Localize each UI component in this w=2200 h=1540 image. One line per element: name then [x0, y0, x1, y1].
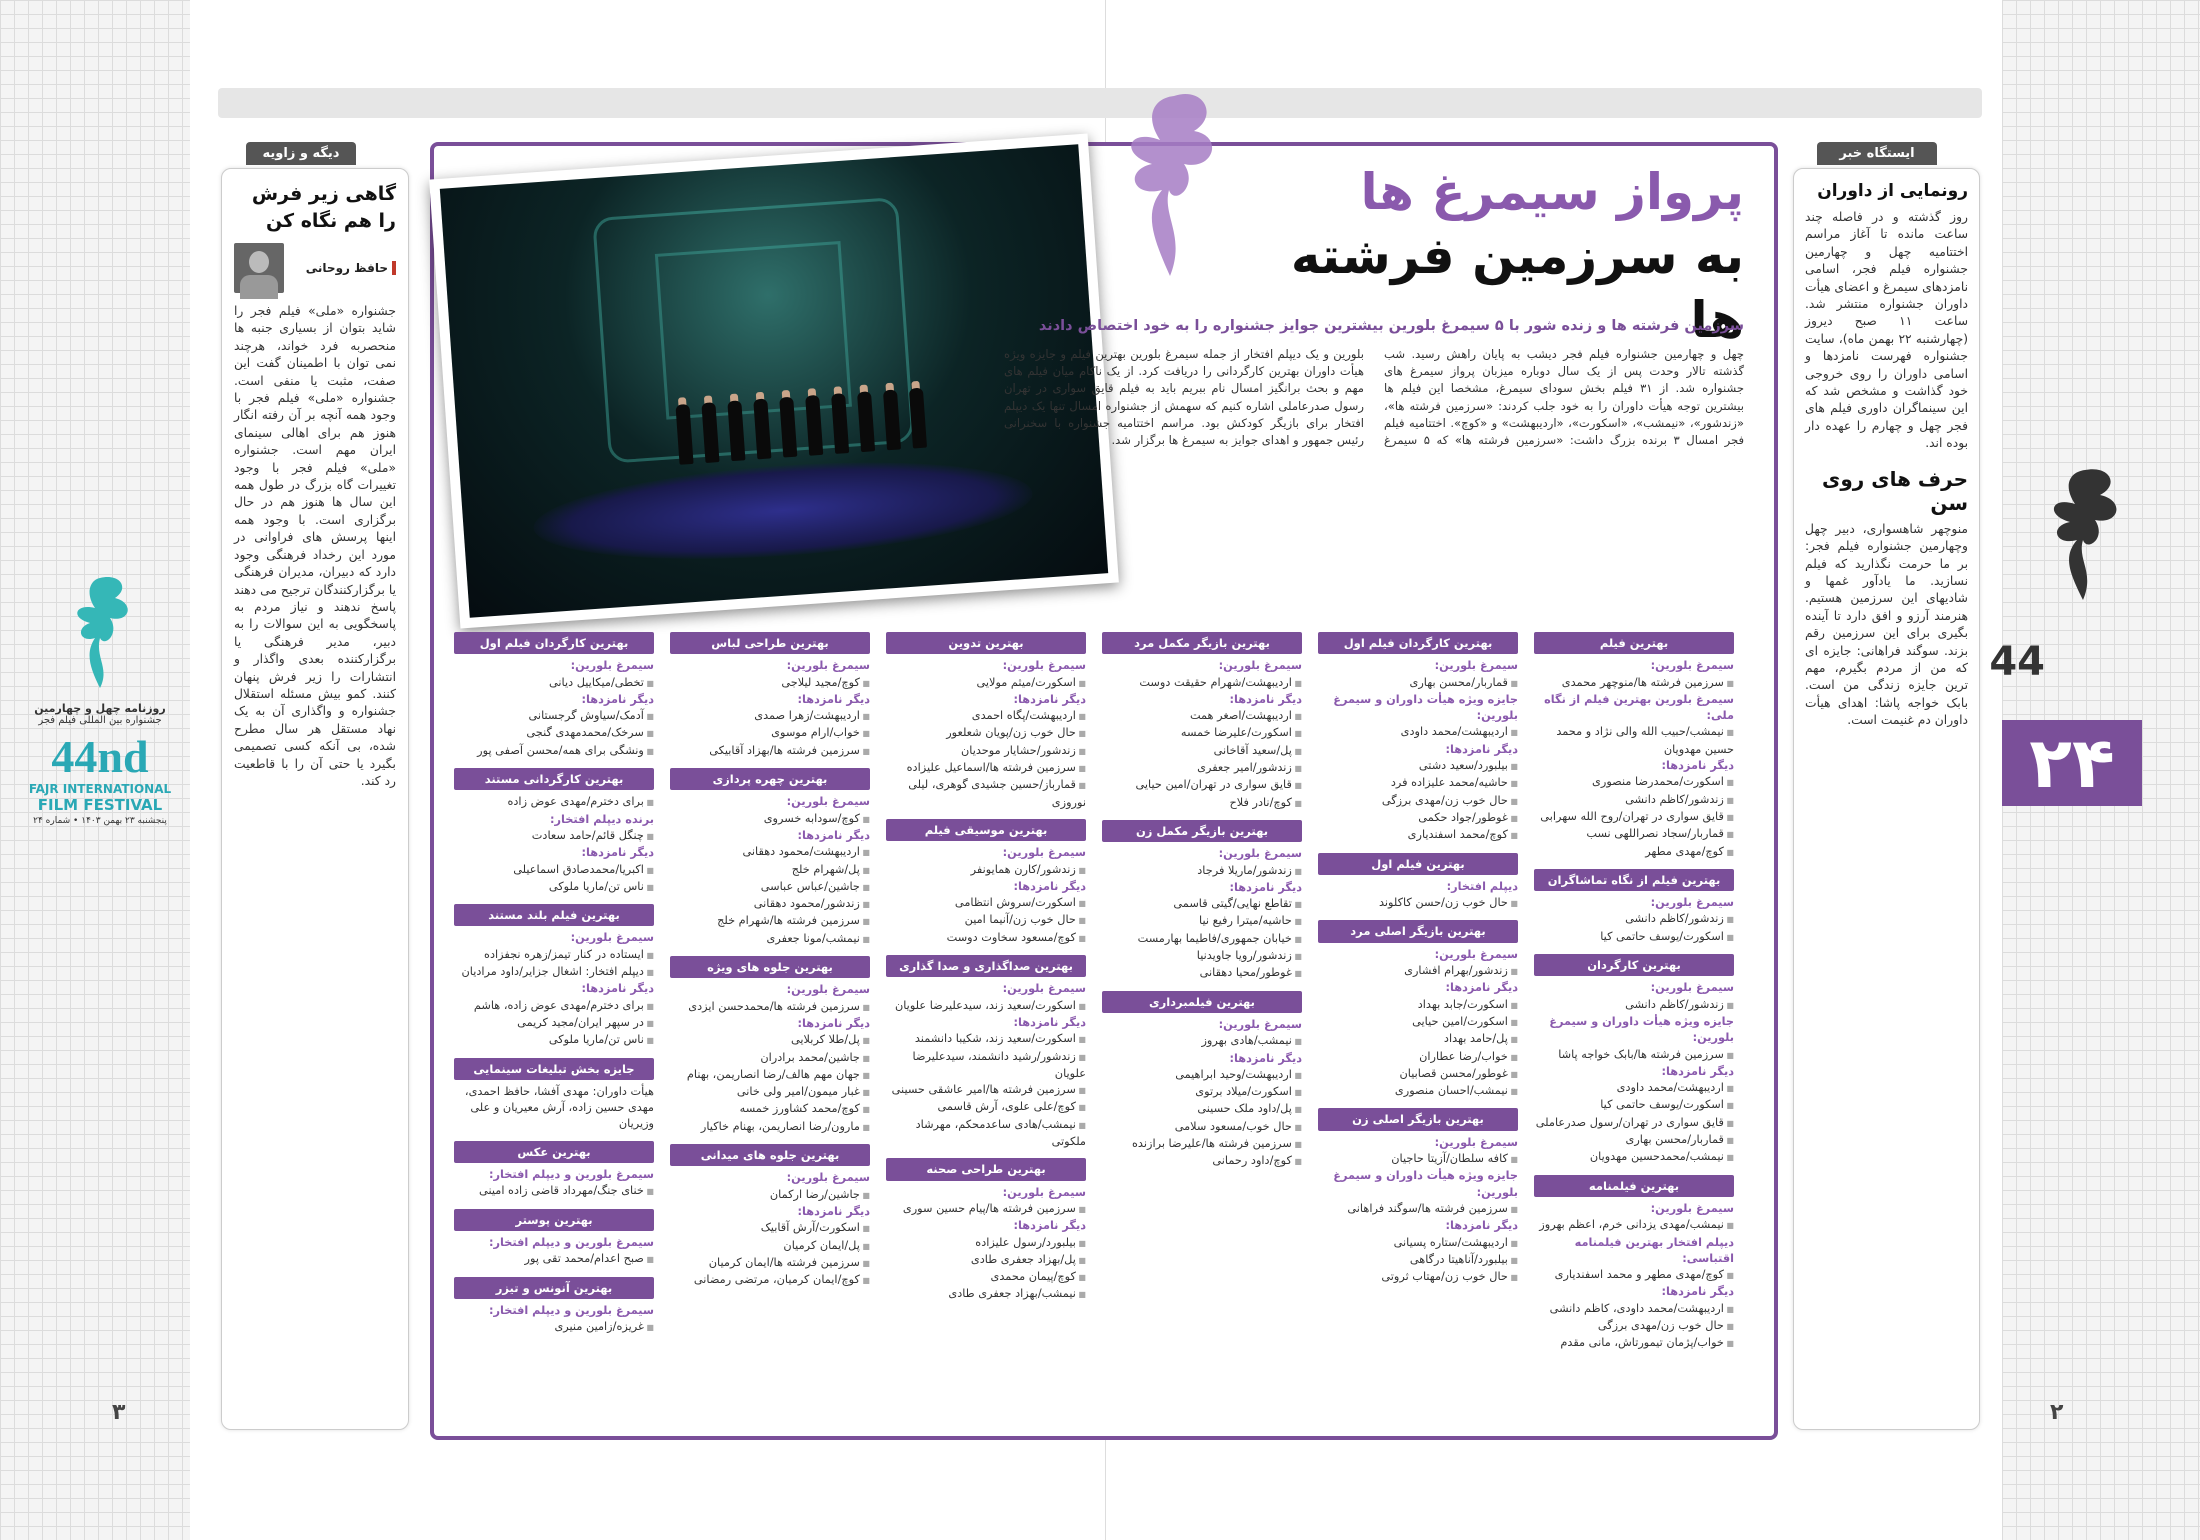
award-label: سیمرغ بلورین:	[1218, 847, 1302, 861]
award-label: سیمرغ بلورین:	[1002, 982, 1086, 996]
award-category-heading: بهترین چهره پردازی	[670, 768, 870, 790]
award-nominee: ■ کوچ/داود رحمانی	[1102, 1153, 1302, 1170]
award-label: سیمرغ بلورین:	[1434, 659, 1518, 673]
top-header-band	[218, 88, 1982, 118]
award-nominee: ■ اسکورت/یوسف حاتمی کیا	[1534, 1097, 1734, 1114]
left-column	[221, 168, 409, 1430]
award-nominee: ■ پل/بهزاد جعفری طادی	[886, 1252, 1086, 1269]
award-nominee: ■ تخطی/میکاییل دیانی	[454, 675, 654, 692]
award-label: دیگر نامزدها:	[581, 846, 654, 860]
award-category-heading: بهترین صداگذاری و صدا گذاری	[886, 955, 1086, 977]
page-number-left: ۳	[112, 1400, 126, 1425]
award-label: دیپلم افتخار:	[1446, 879, 1518, 893]
award-category-heading: بهترین کارگردان فیلم اول	[1318, 632, 1518, 654]
award-category	[670, 632, 870, 760]
right-sidebar-subhead: حرف های روی سن	[1822, 466, 1968, 515]
award-nominee: ■ حال خوب زن/مهدی برزگی	[1534, 1318, 1734, 1335]
award-nominee: ■ کوچ/سودابه خسروی	[670, 811, 870, 828]
award-label: سیمرغ بلورین:	[1650, 896, 1734, 910]
feature-title-line1: پرواز سیمرغ ها	[1360, 163, 1744, 221]
award-nominee: ■ خواب/پژمان تیمورتاش، مانی مقدم	[1534, 1335, 1734, 1352]
award-nominee: ■ زندشور/کارن همایونفر	[886, 862, 1086, 879]
award-nominee: ■ زندشور/رشید دانشمند، سیدعلیرضا علویان	[886, 1049, 1086, 1083]
award-nominee: ■ اسکورت/آرش آقابیک	[670, 1220, 870, 1237]
award-label: سیمرغ بلورین:	[570, 659, 654, 673]
award-nominee: ■ اردیبهشت/ستاره پسیانی	[1318, 1235, 1518, 1252]
award-label: دیگر نامزدها:	[1661, 1064, 1734, 1078]
award-label: سیمرغ بلورین:	[1650, 1201, 1734, 1215]
award-nominee: ■ خواب/ارام موسوی	[670, 725, 870, 742]
award-category	[1534, 1175, 1734, 1353]
award-label: سیمرغ بلورین و دیپلم افتخار:	[488, 1303, 654, 1317]
award-label: دیگر نامزدها:	[1445, 742, 1518, 756]
award-nominee: ■ نیمشب/هادی ساعدمحکم، مهرشاد ملکوتی	[886, 1117, 1086, 1151]
award-nominee: ■ غبار میمون/امیر ولی خانی	[670, 1084, 870, 1101]
award-label: سیمرغ بلورین:	[786, 983, 870, 997]
awards-column	[1318, 624, 1518, 1414]
award-category	[1534, 869, 1734, 946]
award-label: سیمرغ بلورین:	[786, 659, 870, 673]
award-category	[1318, 1108, 1518, 1286]
award-nominee: ■ اردیبهشت/محمد داودی	[1318, 724, 1518, 741]
award-label: سیمرغ بلورین:	[1002, 1185, 1086, 1199]
award-category-heading: بهترین فیلم بلند مستند	[454, 904, 654, 926]
award-nominee: ■ نیمشب/محمدحسین مهدویان	[1534, 1149, 1734, 1166]
award-category-heading: بهترین فیلم اول	[1318, 853, 1518, 875]
award-nominee: ■ قایق سواری در تهران/امین حیایی	[1102, 777, 1302, 794]
award-nominee: ■ اسکورت/سعید زند، شکیبا دانشمند	[886, 1031, 1086, 1048]
award-nominee: ■ سرزمین فرشته ها/علیرضا برازنده	[1102, 1136, 1302, 1153]
award-nominee: ■ اردیبهشت/پگاه احمدی	[886, 708, 1086, 725]
award-category	[1534, 954, 1734, 1167]
award-label: برنده دیپلم افتخار:	[550, 812, 654, 826]
award-category-heading: بهترین کارگردان	[1534, 954, 1734, 976]
award-category-heading: بهترین تدوین	[886, 632, 1086, 654]
award-nominee: ■ سرزمین فرشته ها/منوچهر محمدی	[1534, 675, 1734, 692]
award-nominee: ■ حال خوب زن/مهتاب ثروتی	[1318, 1269, 1518, 1286]
award-category	[454, 768, 654, 896]
festival-logo-right	[1989, 460, 2145, 720]
award-label: دیگر نامزدها:	[797, 828, 870, 842]
award-nominee: ■ خواب/رضا عطاران	[1318, 1049, 1518, 1066]
award-nominee: ■ حال خوب زن/مهدی برزگی	[1318, 793, 1518, 810]
award-category-heading: بهترین جلوه های میدانی	[670, 1144, 870, 1166]
award-category	[1318, 853, 1518, 913]
award-nominee: ■ غوطور/محسن قصابیان	[1318, 1066, 1518, 1083]
award-category	[1534, 632, 1734, 861]
award-nominee: ■ اسکورت/امین حیایی	[1318, 1014, 1518, 1031]
award-category	[1318, 632, 1518, 845]
award-nominee: ■ پل/سعید آقاخانی	[1102, 743, 1302, 760]
award-nominee: ■ حال خوب زن/پویان شعلعور	[886, 725, 1086, 742]
award-category-heading: بهترین بازیگر مکمل زن	[1102, 820, 1302, 842]
award-nominee: ■ اسکورت/علیرضا خمسه	[1102, 725, 1302, 742]
award-nominee: ■ پل/حامد بهداد	[1318, 1031, 1518, 1048]
award-label: دیگر نامزدها:	[1661, 1285, 1734, 1299]
award-nominee: ■ جاشین/رضا ارکمان	[670, 1187, 870, 1204]
award-nominee: ■ کافه سلطان/آزیتا حاجیان	[1318, 1151, 1518, 1168]
award-nominee: ■ سرزمین فرشته ها/سوگند فراهانی	[1318, 1201, 1518, 1218]
award-nominee: ■ قایق سواری در تهران/رسول صدرعاملی	[1534, 1115, 1734, 1132]
awards-list	[454, 624, 1754, 1424]
award-nominee: ■ سرزمین فرشته ها/امیر عاشقی حسینی	[886, 1082, 1086, 1099]
award-label: دیگر نامزدها:	[797, 1016, 870, 1030]
award-nominee: ■ اردیبهشت/محمد داودی، کاظم دانشی	[1534, 1301, 1734, 1318]
award-nominee: ■ دیپلم افتخار: اشغال جزایر/داود مرادیان	[454, 964, 654, 981]
award-nominee: ■ آدمک/سیاوش گرجستانی	[454, 708, 654, 725]
award-nominee: ■ زندشور/بهرام افشاری	[1318, 963, 1518, 980]
simorgh-44-icon	[1989, 460, 2145, 720]
award-category-heading: بهترین فیلم	[1534, 632, 1734, 654]
logo-en2: FILM FESTIVAL	[37, 796, 163, 814]
simorgh-bird-icon	[1114, 86, 1234, 306]
award-label: سیمرغ بلورین و دیپلم افتخار:	[488, 1235, 654, 1249]
award-nominee: ■ پل/داود ملک حسینی	[1102, 1101, 1302, 1118]
award-label: دیگر نامزدها:	[581, 692, 654, 706]
award-label: دیگر نامزدها:	[1445, 981, 1518, 995]
award-category-heading: بهترین فیلمنامه	[1534, 1175, 1734, 1197]
award-nominee: ■ غوطور/محیا دهقانی	[1102, 965, 1302, 982]
award-category	[886, 819, 1086, 947]
award-nominee: ■ کوچ/مهدی مطهر و محمد اسفندیاری	[1534, 1267, 1734, 1284]
main-feature	[430, 142, 1778, 1440]
award-category	[454, 632, 654, 760]
award-label: دیگر نامزدها:	[797, 1204, 870, 1218]
award-nominee: ■ زندشور/کاظم دانشی	[1534, 997, 1734, 1014]
award-nominee: ■ ایستاده در کنار تیمز/زهره نجفزاده	[454, 947, 654, 964]
award-nominee: ■ کوچ/ایمان کرمیان، مرتضی رمضانی	[670, 1272, 870, 1289]
award-label: جایزه ویژه هیأت داوران و سیمرغ بلورین:	[1333, 1169, 1518, 1199]
award-label: دیگر نامزدها:	[797, 692, 870, 706]
award-category	[454, 904, 654, 1049]
award-category-heading: بهترین بازیگر اصلی زن	[1318, 1108, 1518, 1130]
award-category	[1102, 991, 1302, 1171]
right-sidebar-body2: منوچهر شاهسواری، دبیر چهل وچهارمین جشنواره فیلم فجر: بر ما حرمت نگذارید که فیلم نسازید. ما یادآور غمها و شادیهای این سرزمین هستیم. هنرمند آرزو و افق دارد تا آینده بگیری برای این سرزمین رقم بزند. سوگند فراهانی: جایزه ای که من از مردم بگیرم، مهم ترین جایزه زندگی من است. بابک خواجه پاشا: اهدای هیأت داوران دم غنیمت است.	[1805, 521, 1968, 728]
award-nominee: ■ اردیبهشت/محمد داودی	[1534, 1080, 1734, 1097]
award-nominee: ■ سرزمین فرشته ها/ایمان کرمیان	[670, 1255, 870, 1272]
award-label: دیگر نامزدها:	[1013, 692, 1086, 706]
award-nominee: ■ اکبریا/محمدصادق اسماعیلی	[454, 862, 654, 879]
award-nominee: ■ اسکورت/جابد بهداد	[1318, 997, 1518, 1014]
award-nominee: ■ غوطور/جواد حکمی	[1318, 810, 1518, 827]
award-nominee: ■ کوچ/مسعود سخاوت دوست	[886, 930, 1086, 947]
award-category-heading: بهترین موسیقی فیلم	[886, 819, 1086, 841]
award-nominee: ■ جهان مهم هالف/رضا انصاریمن، بهنام	[670, 1067, 870, 1084]
award-label: جایزه ویژه هیأت داوران و سیمرغ بلورین:	[1333, 692, 1518, 723]
award-nominee: ■ قماربار/محسن بهاری	[1534, 1132, 1734, 1149]
award-label: سیمرغ بلورین بهترین فیلم از نگاه ملی:	[1544, 692, 1734, 723]
award-label: دیگر نامزدها:	[1013, 1219, 1086, 1233]
svg-text:44: 44	[1989, 639, 2045, 685]
award-nominee: ■ برای دخترم/مهدی عوض زاده، هاشم	[454, 998, 654, 1015]
award-label: دیگر نامزدها:	[1661, 759, 1734, 773]
award-category	[1318, 920, 1518, 1100]
award-category-heading: بهترین کارگردان فیلم اول	[454, 632, 654, 654]
award-nominee: ■ ونشگی برای همه/محسن آصفی پور	[454, 743, 654, 760]
award-nominee: ■ نیمشب/مونا جعفری	[670, 931, 870, 948]
award-nominee: ■ کوچ/نادر فلاح	[1102, 795, 1302, 812]
award-nominee: ■ نیمشب/مهدی یزدانی خرم، اعظم بهروز	[1534, 1217, 1734, 1234]
award-category-heading: بهترین جلوه های ویژه	[670, 956, 870, 978]
award-label: سیمرغ بلورین:	[1002, 659, 1086, 673]
award-nominee: ■ زندشور/کاظم دانشی	[1534, 792, 1734, 809]
award-nominee: ■ حاشیه/محمد علیزاده فرد	[1318, 775, 1518, 792]
award-label: سیمرغ بلورین:	[1218, 659, 1302, 673]
award-nominee: ■ جاشین/عباس عباسی	[670, 879, 870, 896]
award-nominee: ■ اسکورت/میثم مولایی	[886, 675, 1086, 692]
right-sidebar-body: روز گذشته و در فاصله چند ساعت مانده تا آغاز مراسم اختتامیه چهل و چهارمین جشنواره فیلم فجر، اسامی نامزدهای سیمرغ و اعضای هیأت داوران جشنواره منتشر شد. ساعت ۱۱ صبح دیروز (چهارشنبه ۲۲ بهمن ماه)، سایت جشنواره فهرست نامزدها و اسامی داوران را روی خروجی خود گذاشت و مشخص شد که این سینماگران داوری فیلم های فجر چهل و چهارم را عهده دار بوده اند.	[1805, 210, 1968, 451]
award-category	[886, 955, 1086, 1150]
award-label: دیگر نامزدها:	[1229, 880, 1302, 894]
award-label: دیگر نامزدها:	[1445, 1219, 1518, 1233]
award-nominee: ■ اردیبهشت/محمود دهقانی	[670, 844, 870, 861]
logo-date: پنجشنبه ۲۳ بهمن ۱۴۰۳ • شماره ۲۴	[33, 816, 167, 826]
award-category-heading: بهترین پوستر	[454, 1209, 654, 1231]
award-label: دیگر نامزدها:	[581, 982, 654, 996]
right-sidebar-tab: ایستگاه خبر	[1817, 142, 1937, 165]
awards-column	[886, 624, 1086, 1414]
award-nominee: ■ نیمشب/احسان منصوری	[1318, 1083, 1518, 1100]
award-category	[886, 632, 1086, 811]
right-sidebar-headline: رونمایی از داوران	[1817, 181, 1968, 201]
award-nominee: ■ بیلبورد/آناهیتا درگاهی	[1318, 1252, 1518, 1269]
award-nominee: ■ زندشور/کاظم دانشی	[1534, 911, 1734, 928]
award-nominee: ■ خنای جنگ/مهرداد قاضی زاده امینی	[454, 1183, 654, 1200]
simorgh-logo-icon	[60, 568, 140, 698]
award-category	[454, 1141, 654, 1201]
award-nominee: ■ نیمشب/بهزاد جعفری طادی	[886, 1286, 1086, 1303]
award-category-heading: جایزه بخش تبلیغات سینمایی	[454, 1058, 654, 1080]
award-label: دیگر نامزدها:	[1013, 879, 1086, 893]
award-category-heading: بهترین فیلمبرداری	[1102, 991, 1302, 1013]
award-label: سیمرغ بلورین:	[570, 931, 654, 945]
award-nominee: ■ اردیبهشت/اصغر همت	[1102, 708, 1302, 725]
award-nominee: ■ کوچ/محمد کشاورز خمسه	[670, 1101, 870, 1118]
issue-badge: ۲۴	[2002, 720, 2142, 806]
award-category-heading: بهترین فیلم از نگاه تماشاگران	[1534, 869, 1734, 891]
award-nominee: ■ قایق سواری در تهران/روح الله سهرابی	[1534, 809, 1734, 826]
award-nominee: ■ صبح اعدام/محمد تقی پور	[454, 1251, 654, 1268]
award-nominee: ■ اسکورت/یوسف حاتمی کیا	[1534, 929, 1734, 946]
award-nominee: ■ اسکورت/سروش انتظامی	[886, 895, 1086, 912]
author-name: حافظ روحانی	[306, 261, 396, 275]
award-category-heading: بهترین طراحی لباس	[670, 632, 870, 654]
award-nominee: ■ زندشور/حشایار موحدیان	[886, 743, 1086, 760]
award-nominee: ■ کوچ/مهدی مطهر	[1534, 844, 1734, 861]
award-label: دیگر نامزدها:	[1229, 1051, 1302, 1065]
award-nominee: ■ مارون/رضا انصاریمن، بهنام خاکیار	[670, 1119, 870, 1136]
award-nominee: ■ کوچ/محمد اسفندیاری	[1318, 827, 1518, 844]
award-nominee: ■ قماربار/محسن بهاری	[1318, 675, 1518, 692]
award-nominee: ■ اسکورت/سعید زند، سیدعلیرضا علویان	[886, 998, 1086, 1015]
award-nominee: ■ بیلبورد/رسول علیزاده	[886, 1235, 1086, 1252]
award-nominee: ■ حال خوب زن/حسن کاکلوند	[1318, 895, 1518, 912]
award-nominee: ■ در سپهر ایران/مجید کریمی	[454, 1015, 654, 1032]
award-category-heading: بهترین آنونس و تیزر	[454, 1277, 654, 1299]
award-category	[1102, 820, 1302, 983]
feature-lead: سرزمین فرشته ها و زنده شور با ۵ سیمرغ بلورین بیشترین جوایز جشنواره را به خود اختصاص دادند	[1038, 318, 1744, 334]
award-category	[454, 1209, 654, 1269]
award-label: سیمرغ بلورین:	[1650, 659, 1734, 673]
award-nominee: ■ خیابان جمهوری/فاطیما بهارمست	[1102, 931, 1302, 948]
author-avatar	[234, 243, 284, 293]
award-nominee: ■ سرزمین فرشته ها/بابک خواجه پاشا	[1534, 1047, 1734, 1064]
award-nominee: ■ حاشیه/میترا رفیع نیا	[1102, 913, 1302, 930]
award-nominee: ■ ناس تن/ماریا ملوکی	[454, 879, 654, 896]
award-category-heading: بهترین بازیگر مکمل مرد	[1102, 632, 1302, 654]
award-nominee: ■ سرزمین فرشته ها/پیام حسین سوری	[886, 1201, 1086, 1218]
award-nominee: ■ غریزه/زامین منیری	[454, 1319, 654, 1336]
award-nominee: ■ پل/ایمان کرمیان	[670, 1238, 870, 1255]
award-nominee: ■ کوچ/پیمان محمدی	[886, 1269, 1086, 1286]
award-category-heading: بهترین کارگردانی مستند	[454, 768, 654, 790]
logo-line1: روزنامه چهل و چهارمین	[34, 702, 166, 715]
feature-title-line2: به سرزمین فرشته ها	[1290, 227, 1744, 349]
award-category-heading: بهترین عکس	[454, 1141, 654, 1163]
award-nominee: ■ اسکورت/محمدرضا منصوری	[1534, 774, 1734, 791]
award-nominee: ■ زندشور/محمود دهقانی	[670, 896, 870, 913]
award-category	[670, 1144, 870, 1289]
award-nominee: ■ سرخک/محمدمهدی گنجی	[454, 725, 654, 742]
award-category	[454, 1277, 654, 1337]
award-category-heading: بهترین طراحی صحنه	[886, 1158, 1086, 1180]
award-nominee: ■ حال خوب/مسعود سلامی	[1102, 1119, 1302, 1136]
award-nominee: ■ اردیبهشت/زهرا صمدی	[670, 708, 870, 725]
award-nominee: ■ پل/شهرام خلج	[670, 862, 870, 879]
award-label: سیمرغ بلورین:	[1434, 947, 1518, 961]
award-nominee: ■ برای دخترم/مهدی عوض زاده	[454, 794, 654, 811]
award-nominee: ■ سرزمین فرشته ها/اسماعیل علیزاده	[886, 760, 1086, 777]
award-nominee: ■ زندشور/امیر جعفری	[1102, 760, 1302, 777]
festival-logo	[20, 568, 180, 826]
award-nominee: ■ نیمشب/حبیب الله والی نژاد و محمد حسین مهدویان	[1534, 724, 1734, 758]
awards-column	[1102, 624, 1302, 1414]
award-nominee: ■ اردیبهشت/وحید ابراهیمی	[1102, 1067, 1302, 1084]
award-category	[670, 768, 870, 948]
left-column-title: گاهی زیر فرش را هم نگاه کن	[251, 183, 396, 232]
award-category	[454, 1058, 654, 1133]
award-nominee: ■ ناس تن/ماریا ملوکی	[454, 1032, 654, 1049]
award-nominee: ■ اسکورت/میلاد برتوی	[1102, 1084, 1302, 1101]
award-nominee: ■ کوچ/مجید لیلاجی	[670, 675, 870, 692]
award-nominee: ■ پل/طلا کربلایی	[670, 1032, 870, 1049]
award-label: سیمرغ بلورین:	[786, 795, 870, 809]
award-nominee: ■ بیلبورد/سعید دشتی	[1318, 758, 1518, 775]
logo-en1: FAJR INTERNATIONAL	[28, 782, 172, 796]
award-category	[1102, 632, 1302, 812]
logo-line2: جشنواره بین المللی فیلم فجر	[38, 715, 162, 726]
award-nominee: ■ جاشین/محمد برادران	[670, 1050, 870, 1067]
award-label: سیمرغ بلورین:	[1434, 1135, 1518, 1149]
page-number-right: ۲	[2050, 1400, 2064, 1425]
award-category	[670, 956, 870, 1136]
logo-number: 44nd	[51, 731, 149, 782]
award-category-heading: بهترین بازیگر اصلی مرد	[1318, 920, 1518, 942]
award-nominee: ■ سرزمین فرشته ها/شهرام خلج	[670, 913, 870, 930]
award-nominee: ■ تقاطع نهایی/گیتی قاسمی	[1102, 896, 1302, 913]
award-label: جایزه ویژه هیأت داوران و سیمرغ بلورین:	[1549, 1014, 1734, 1045]
award-nominee: ■ اردیبهشت/شهرام حقیقت دوست	[1102, 675, 1302, 692]
award-nominee: ■ زندشور/ماریلا فرجاد	[1102, 863, 1302, 880]
award-label: دیپلم افتخار بهترین فیلمنامه اقتباسی:	[1574, 1235, 1734, 1265]
award-nominee: ■ قماربار/سجاد نصراللهی نسب	[1534, 826, 1734, 843]
award-nominee: ■ چنگل قائم/حامد سعادت	[454, 828, 654, 845]
award-label: دیگر نامزدها:	[1013, 1015, 1086, 1029]
award-nominee: ■ زندشور/رویا جاویدنیا	[1102, 948, 1302, 965]
award-label: سیمرغ بلورین:	[1002, 846, 1086, 860]
award-category	[886, 1158, 1086, 1303]
awards-column	[454, 624, 654, 1414]
award-label: سیمرغ بلورین:	[1650, 981, 1734, 995]
award-label: سیمرغ بلورین و دیپلم افتخار:	[488, 1168, 654, 1182]
awards-column	[670, 624, 870, 1414]
award-label: سیمرغ بلورین:	[1218, 1017, 1302, 1031]
right-sidebar	[1793, 168, 1980, 1430]
award-label: دیگر نامزدها:	[1229, 692, 1302, 706]
award-nominee: ■ قمارباز/حسین جشیدی گوهری، لیلی نوروزی	[886, 777, 1086, 811]
award-nominee: ■ حال خوب زن/آنیما امین	[886, 912, 1086, 929]
award-nominee: ■ سرزمین فرشته ها/بهزاد آقابیکی	[670, 743, 870, 760]
award-nominee: هیأت داوران: مهدی آفشا، حافظ احمدی، مهدی حسین زاده، آرش معیریان و علی وزیریان	[464, 1084, 654, 1131]
award-nominee: ■ کوچ/علی علوی، آرش قاسمی	[886, 1099, 1086, 1116]
left-column-body: جشنواره «ملی» فیلم فجر را شاید بتوان از بسیاری جنبه ها منحصربه فرد خواند، هرچند نمی توان با اطمینان گفت این صفت، مثبت یا منفی است. جشنواره «ملی» فیلم فجر با وجود همه آنچه بر آن رفته انگار هنوز هم برای اهالی سینمای ایران مهم است. جشنواره «ملی» فیلم فجر با وجود تغییرات گاه بزرگ در طول همه این سال ها هنوز هم در حال برگزاری است. با وجود همه اینها پرسش های فراوانی در مورد این رخداد فرهنگی وجود دارد که دبیران، مدیران فرهنگی یا برگزارکنندگان ترجیح می دهند پاسخ ندهند و نیاز مردم به پاسخگویی به این سوالات را به دبیر، مدیر فرهنگی یا برگزارکننده بعدی واگذار و انتشارات را زیر فرش پنهان کنند. کمو بیش مسئله استقلال جشنواره و واگذاری آن به یک نهاد مستقل هر سال مطرح شده، بی آنکه کسی تصمیمی بگیرد یا حتی آن را با قاطعیت رد کند.	[234, 304, 396, 788]
left-column-tab: دیگه و زاویه	[246, 142, 356, 165]
award-nominee: ■ نیمشب/هادی بهروز	[1102, 1033, 1302, 1050]
awards-column	[1534, 624, 1734, 1414]
award-label: سیمرغ بلورین:	[786, 1171, 870, 1185]
award-nominee: ■ سرزمین فرشته ها/محمدحسن ایزدی	[670, 999, 870, 1016]
feature-story: چهل و چهارمین جشنواره فیلم فجر دیشب به پایان راهش رسید. شب گذشته تالار وحدت پس از یک سال دوباره میزبان پرواز سیمرغ های جشنواره شد. از ۳۱ فیلم بخش سودای سیمرغ، مشخصا این فیلم ها بیشترین توجه هیأت داوران را به خود جلب کردند: «سرزمین فرشته ها»، «زندشور»، «نیمشب»، «اسکورت»، «اردیبهشت» و «کوچ». اختتامیه فیلم فجر امسال ۳ برنده بزرگ داشت: «سرزمین فرشته ها» که ۵ سیمرغ بلورین و یک دیپلم افتخار از جمله سیمرغ بلورین بهترین فیلم و جایزه ویژه هیأت داوران بهترین کارگردانی را دریافت کرد. از یک ناکام میان فیلم های مهم و بحث برانگیز امسال نام ببریم باید به فیلم قایق سواری در تهران رسول صدرعاملی اشاره کنیم که سهمش از جشنواره امسال تنها یک دیپلم افتخار برای بازیگر کودکش بود. مراسم اختتامیه جشنواره با سخنرانی رئیس جمهور و اهدای جوایز به سیمرغ ها برگزار شد.	[1004, 347, 1744, 448]
